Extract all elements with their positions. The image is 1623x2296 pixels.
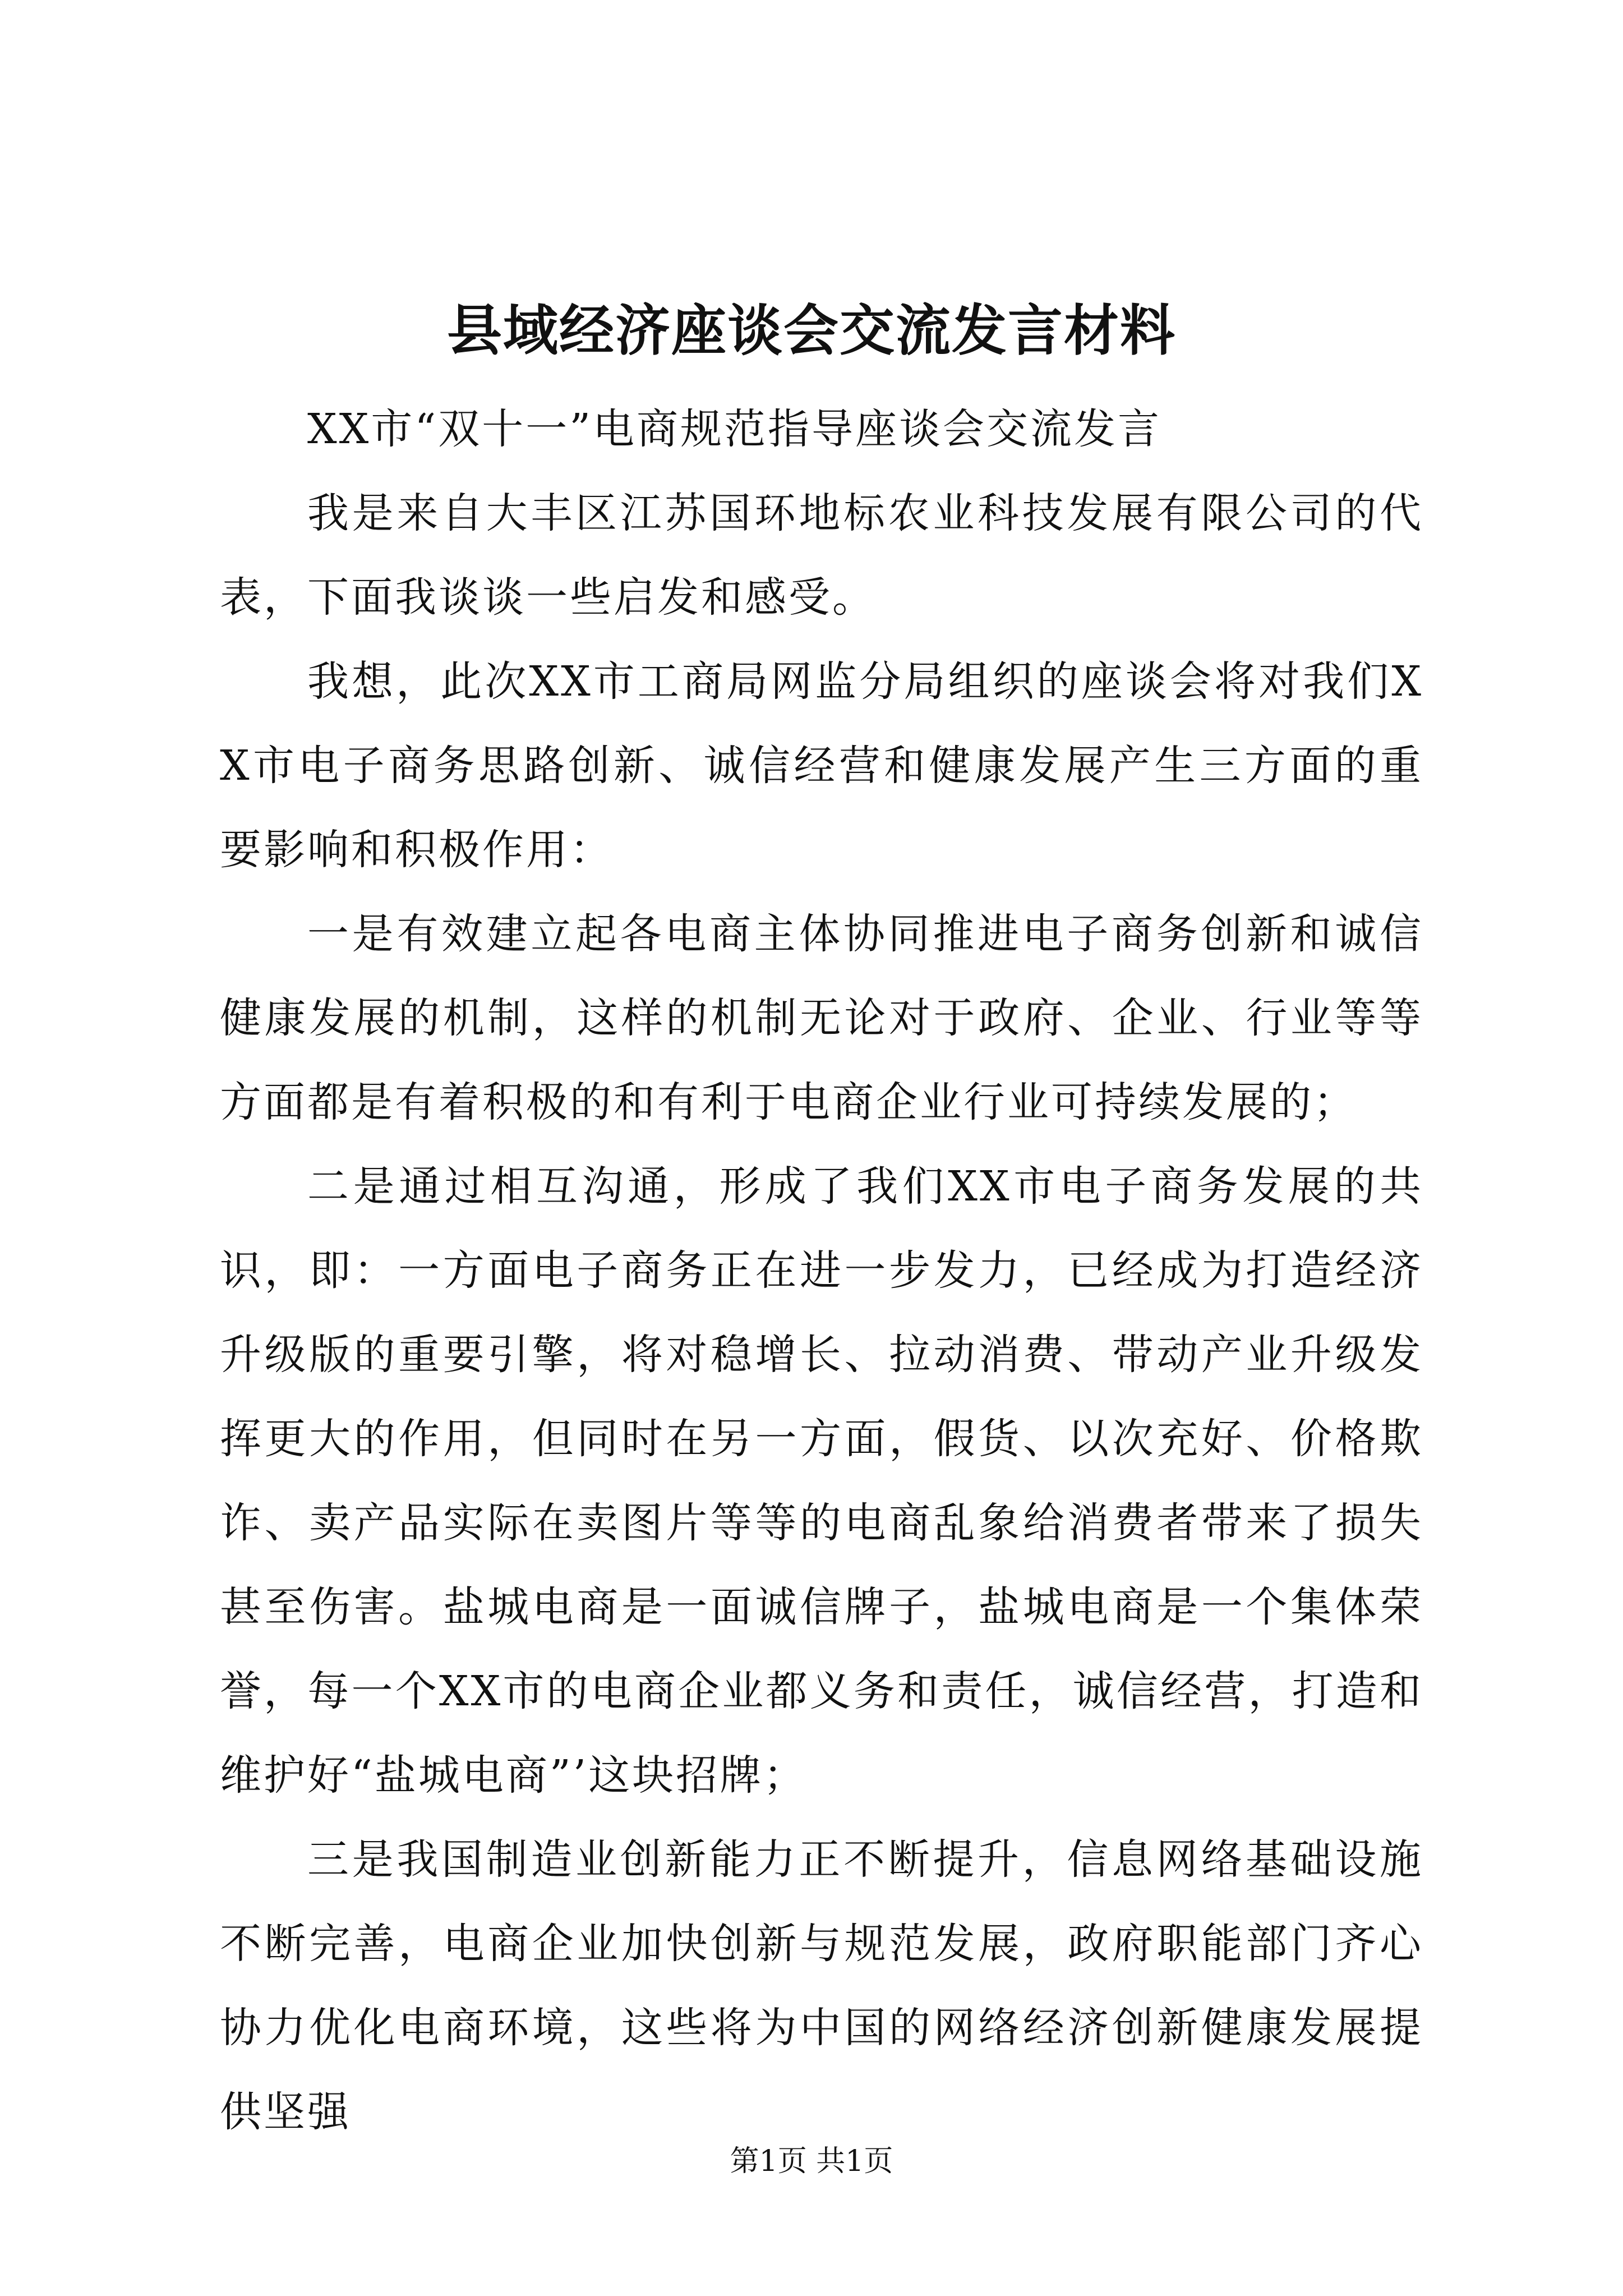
document-body — [220, 387, 1423, 2154]
paragraph-intro: 我是来自大丰区江苏国环地标农业科技发展有限公司的代表，下面我谈谈一些启发和感受。 — [220, 489, 1423, 622]
page-number-footer: 第1页 共1页 — [730, 2145, 893, 2178]
paragraph-subtitle: XX市“双十一”电商规范指导座谈会交流发言 — [307, 405, 1162, 453]
document-title: 县域经济座谈会交流发言材料 — [446, 298, 1176, 363]
paragraph-point-one: 一是有效建立起各电商主体协同推进电子商务创新和诚信健康发展的机制，这样的机制无论对于政府、企业、行业等等方面都是有着积极的和有利于电商企业行业可持续发展的； — [220, 910, 1423, 1126]
paragraph-point-two: 二是通过相互沟通，形成了我们XX市电子商务发展的共识，即：一方面电子商务正在进一步发力，已经成为打造经济升级版的重要引擎，将对稳增长、拉动消费、带动产业升级发挥更大的作用，但同时在另一方面，假货、以次充好、价格欺诈、卖产品实际在卖图片等等的电商乱象给消费者带来了损失甚至伤害。盐城电商是一面诚信牌子，盐城电商是一个集体荣誉，每一个XX市的电商企业都义务和责任，诚信经营，打造和维护好“盐城电商”’这块招牌； — [220, 1162, 1423, 1800]
paragraph-point-three: 三是我国制造业创新能力正不断提升，信息网络基础设施不断完善，电商企业加快创新与规范发展，政府职能部门齐心协力优化电商环境，这些将为中国的网络经济创新健康发展提供坚强 — [220, 1835, 1423, 2136]
paragraph-overview: 我想，此次XX市工商局网监分局组织的座谈会将对我们XX市电子商务思路创新、诚信经营和健康发展产生三方面的重要影响和积极作用： — [220, 657, 1423, 874]
